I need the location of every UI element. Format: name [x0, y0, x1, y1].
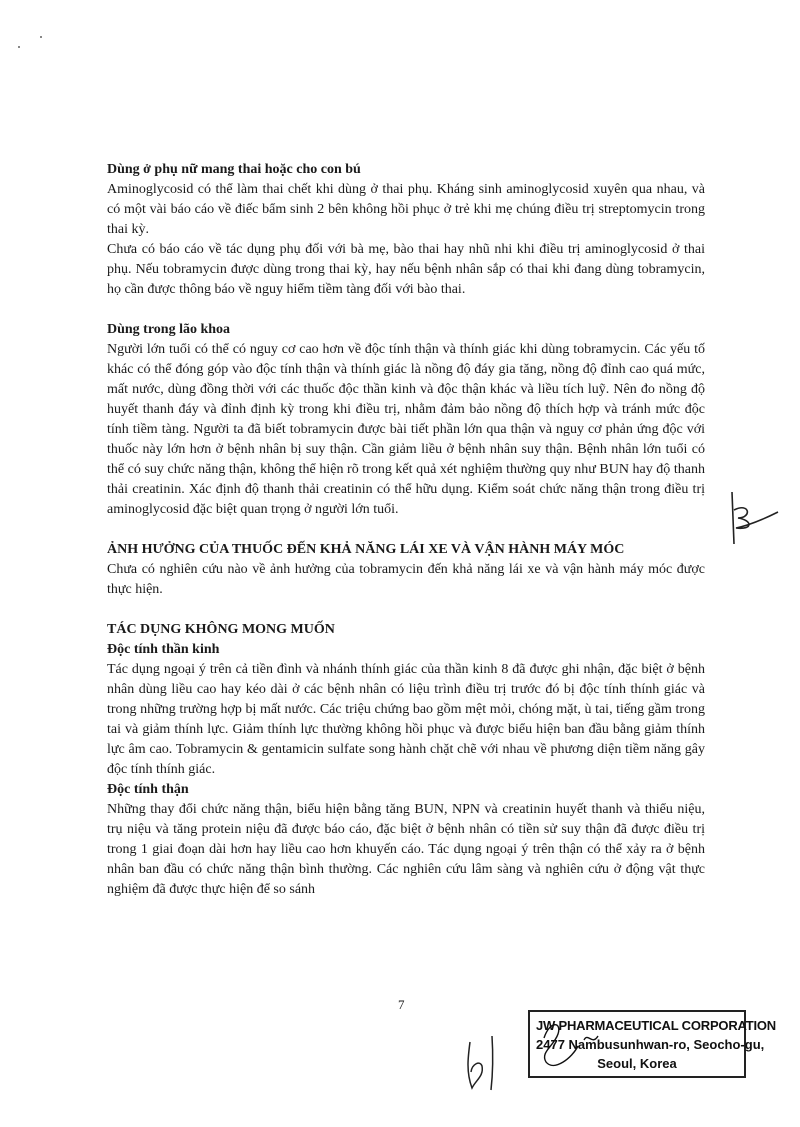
paragraph: Những thay đổi chức năng thận, biểu hiện bằng tăng BUN, NPN và creatinin huyết thanh và thiểu niệu, trụ niệu và tăng protein niệu đã được báo cáo, đặc biệt ở bệnh nhân có tiền sử suy thận đã được điều trị trong 1 giai đoạn dài hơn hay liều cao hơn khuyến cáo. Tác dụng ngoại ý trên thận có thể xảy ra ở bệnh nhân ban đầu có chức năng thận bình thường. Các nghiên cứu lâm sàng và nghiên cứu ở động vật thực nghiệm đã được thực hiện để so sánh [107, 802, 705, 897]
section-heading: Dùng trong lão khoa [107, 322, 231, 337]
section-heading: ẢNH HƯỞNG CỦA THUỐC ĐẾN KHẢ NĂNG LÁI XE VÀ VẬN HÀNH MÁY MÓC [107, 542, 625, 557]
paragraph: Chưa có báo cáo về tác dụng phụ đối với bà mẹ, bào thai hay nhũ nhi khi điều trị aminoglycosid ở thai phụ. Nếu tobramycin được dùng trong thai kỳ, hay nếu bệnh nhân sắp có thai khi đang dùng tobramycin, họ cần được thông báo về nguy hiểm tiềm tàng đối với bào thai. [107, 242, 705, 297]
scan-speck [40, 36, 42, 38]
stamp-address: 2477 Nambusunhwan-ro, Seocho-gu, [536, 1037, 765, 1052]
scan-speck [18, 46, 20, 48]
section-pregnancy [107, 160, 705, 300]
subsection-heading-neurotoxicity: Độc tính thần kinh [107, 642, 220, 657]
stamp-city: Seoul, Korea [597, 1056, 677, 1071]
page-number: 7 [398, 997, 405, 1012]
section-adverse-effects [107, 620, 705, 900]
stamp-signature [528, 1012, 618, 1078]
paragraph: Người lớn tuổi có thể có nguy cơ cao hơn về độc tính thận và thính giác khi dùng tobramycin. Các yếu tố khác có thể đóng góp vào độc tính thận và thính giác là nồng độ đáy gia tăng, nồng độ đỉnh cao quá mức, mất nước, dùng đồng thời với các thuốc độc thần kinh và độc thận khác và liều tích luỹ. Nên đo nồng độ huyết thanh đáy và đỉnh định kỳ trong khi điều trị, nhằm đảm bảo nồng độ thích hợp và tránh mức độc tính tiềm tàng. Người ta đã biết tobramycin được bài tiết phần lớn qua thận và nguy cơ phản ứng độc với thuốc này lớn hơn ở bệnh nhân bị suy thận. Cần giảm liều ở bệnh nhân suy thận. Bệnh nhân lớn tuổi có thể có suy chức năng thận, không thể hiện rõ trong kết quả xét nghiệm thường quy như BUN hay độ thanh thải creatinin. Xác định độ thanh thải creatinin có thể hữu dụng. Kiểm soát chức năng thận trong điều trị aminoglycosid đặc biệt quan trọng ở người lớn tuổi. [107, 342, 705, 517]
subsection-heading-nephrotoxicity: Độc tính thận [107, 782, 189, 797]
paragraph: Tác dụng ngoại ý trên cả tiền đình và nhánh thính giác của thần kinh 8 đã được ghi nhận, đặc biệt ở bệnh nhân dùng liều cao hay kéo dài ở các bệnh nhân có liệu trình điều trị trước đó bị độc tính thính giác và trong những trường hợp bị mất nước. Các triệu chứng bao gồm mệt mỏi, chóng mặt, ù tai, tiếng gầm trong tai và giảm thính lực. Giảm thính lực thường không hồi phục và được biểu hiện ban đầu bằng giảm thính lực âm cao. Tobramycin & gentamicin sulfate song hành chặt chẽ với nhau về phương diện tiềm năng gây độc tính thính giác. [107, 662, 705, 777]
section-heading: TÁC DỤNG KHÔNG MONG MUỐN [107, 622, 335, 637]
stamp-company-name: JW PHARMACEUTICAL CORPORATION [536, 1018, 776, 1033]
document-body [107, 160, 705, 900]
section-driving [107, 540, 705, 600]
paragraph: Aminoglycosid có thể làm thai chết khi dùng ở thai phụ. Kháng sinh aminoglycosid xuyên qua nhau, và có một vài báo cáo về điếc bẩm sinh 2 bên không hồi phục ở trẻ khi mẹ chúng điều trị streptomycin trong thai kỳ. [107, 182, 705, 237]
section-geriatric [107, 320, 705, 520]
section-heading: Dùng ở phụ nữ mang thai hoặc cho con bú [107, 162, 361, 177]
margin-initials-signature [722, 488, 782, 548]
handwritten-signature [462, 1032, 502, 1094]
paragraph: Chưa có nghiên cứu nào về ảnh hưởng của tobramycin đến khả năng lái xe và vận hành máy móc được thực hiện. [107, 562, 705, 597]
